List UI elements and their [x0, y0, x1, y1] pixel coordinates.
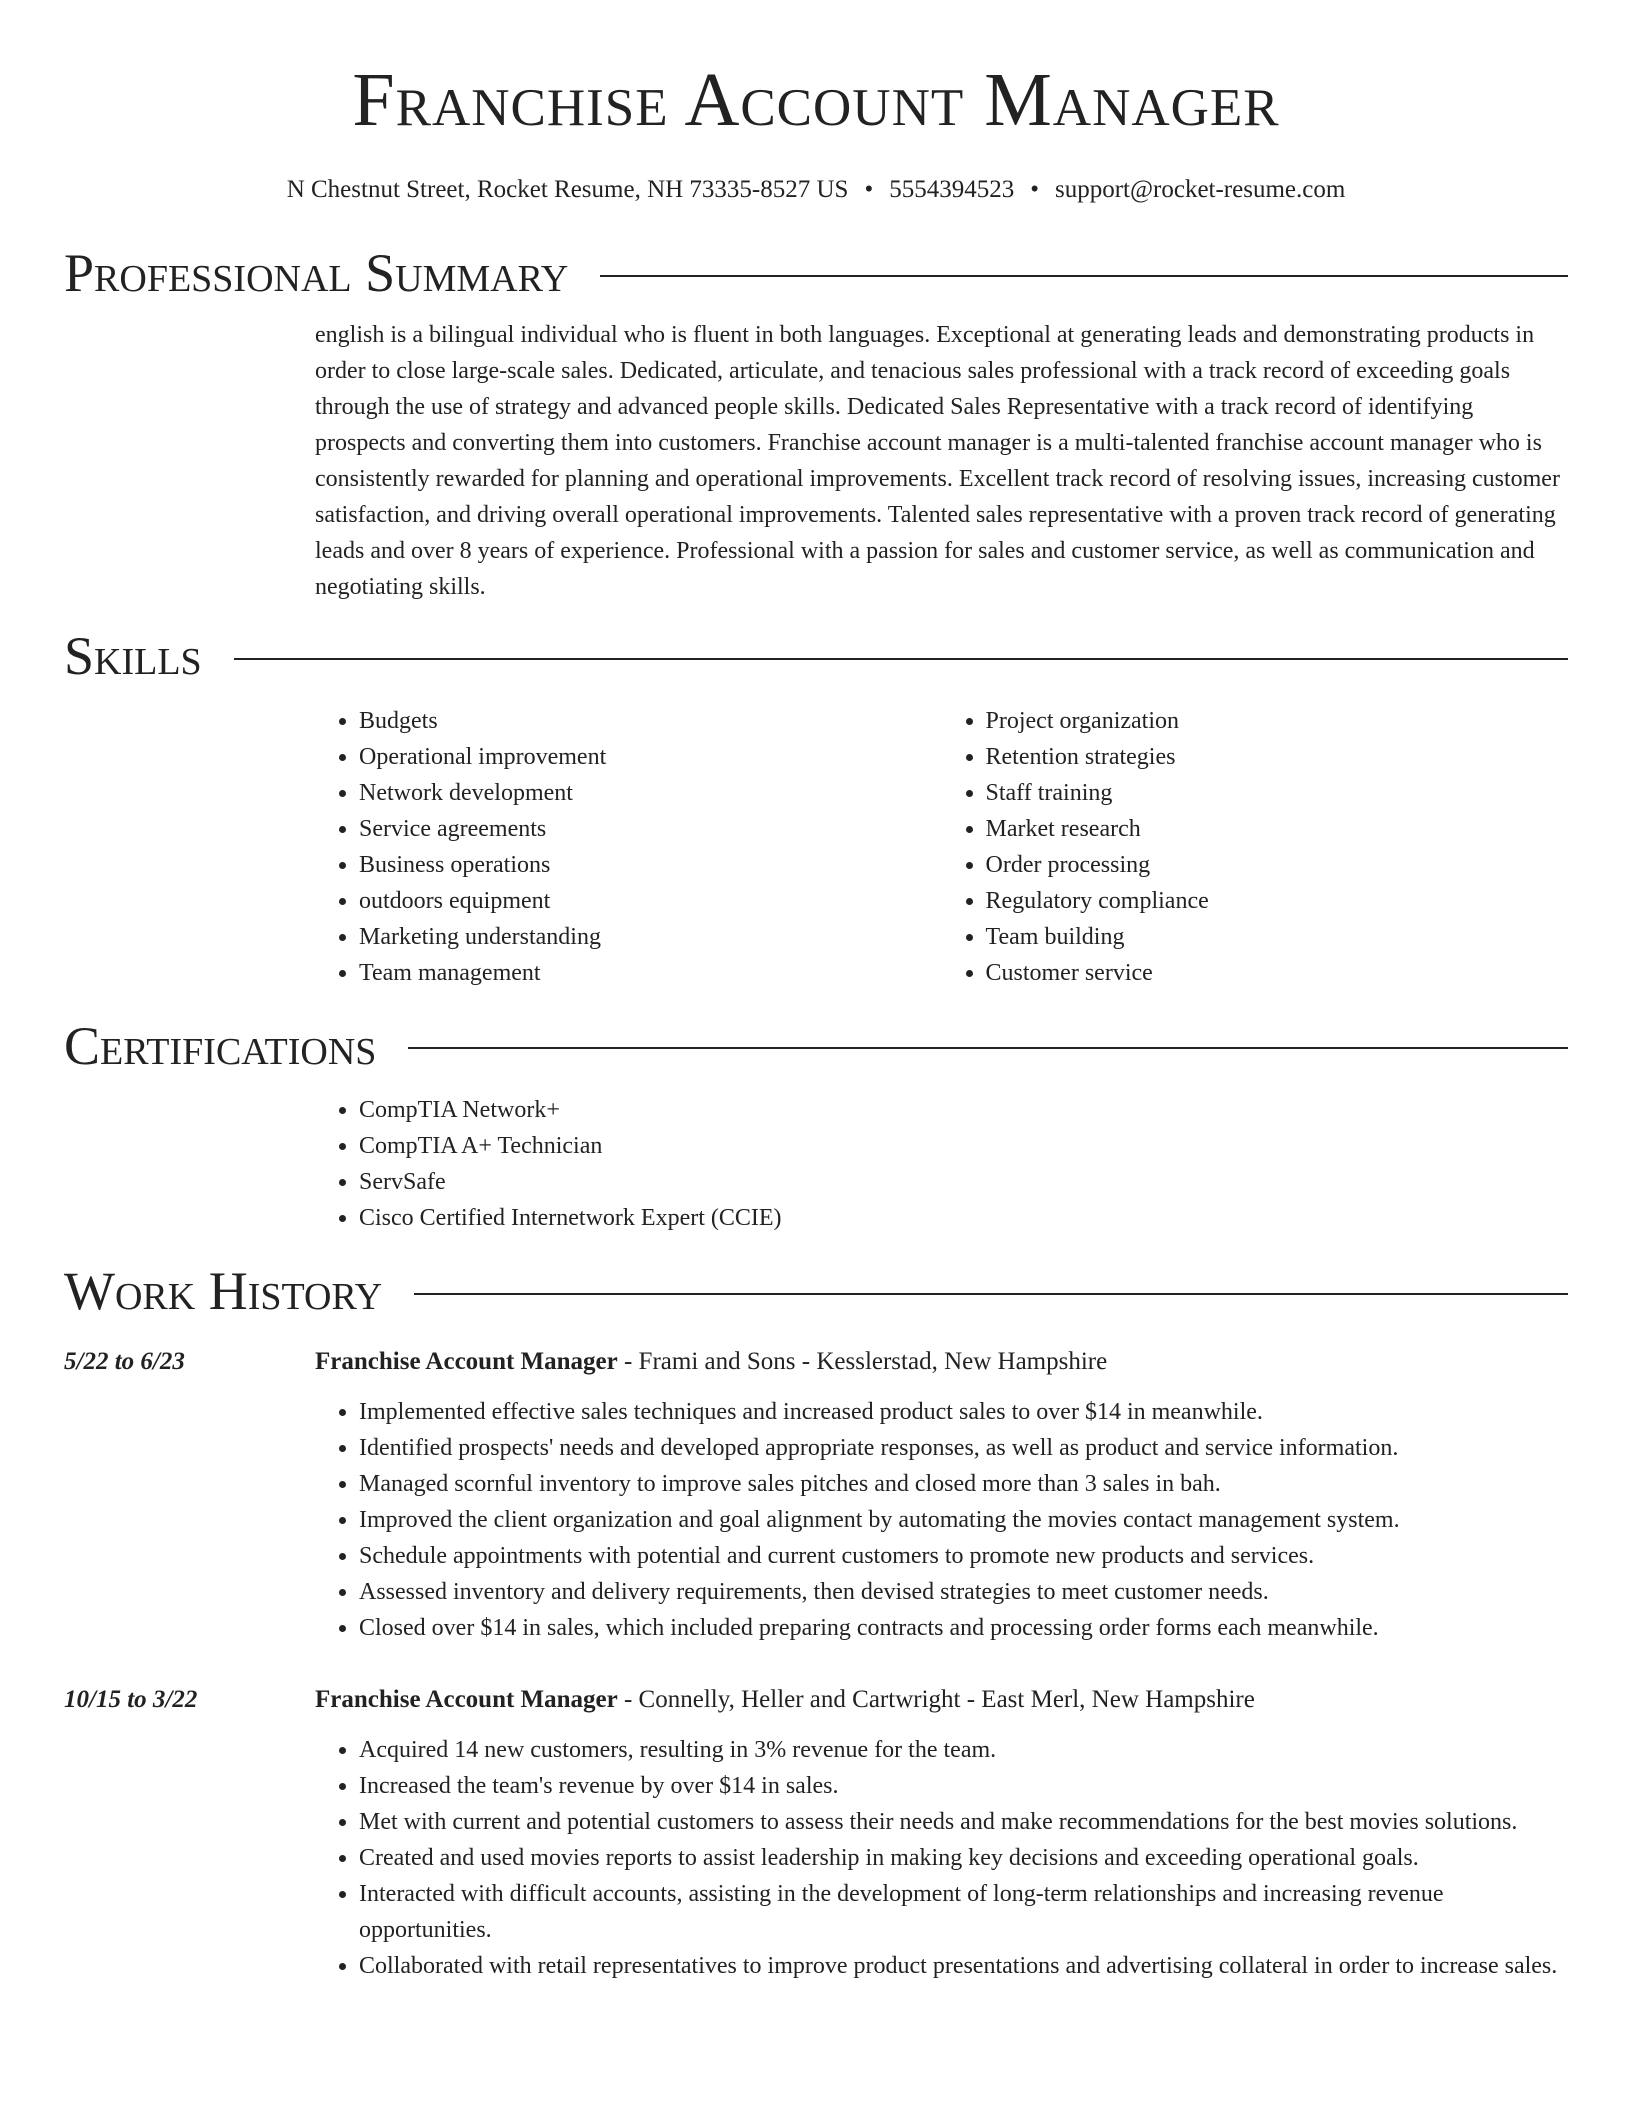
contact-address: N Chestnut Street, Rocket Resume, NH 73335-8527 US: [286, 176, 849, 203]
list-item: • CompTIA A+ Technician: [359, 1128, 1568, 1164]
job-dates: 5/22 to 6/23: [64, 1347, 185, 1375]
work-history-section-header: [64, 1262, 1568, 1321]
list-item: • Operational improvement: [359, 739, 942, 775]
certifications-heading: Certifications: [64, 1015, 377, 1076]
list-item: • Network development: [359, 775, 942, 811]
certifications-section-header: [64, 1017, 1568, 1076]
list-item: • Market research: [986, 811, 1569, 847]
job-bullet-list: [315, 1394, 1568, 1646]
job-entry: [64, 1344, 1568, 1646]
list-item: • Improved the client organization and goal alignment by automating the movies contact management system.: [359, 1502, 1568, 1538]
list-item: • Budgets: [359, 703, 942, 739]
list-item: • ServSafe: [359, 1164, 1568, 1200]
job-bullets: [315, 1732, 1568, 1984]
list-item: • Assessed inventory and delivery requirements, then devised strategies to meet customer needs.: [359, 1574, 1568, 1610]
job-heading: [315, 1344, 1107, 1380]
summary-heading: Professional Summary: [64, 243, 569, 303]
job-bullet-list: [315, 1732, 1568, 1984]
job-title: Franchise Account Manager: [315, 1685, 618, 1713]
contact-email: support@rocket-resume.com: [1055, 176, 1346, 203]
list-item: • Interacted with difficult accounts, assisting in the development of long-term relationships and increasing revenue opportunities.: [359, 1876, 1568, 1948]
section-divider: [408, 1047, 1568, 1049]
list-item: • Service agreements: [359, 811, 942, 847]
list-item: • Implemented effective sales techniques and increased product sales to over $14 in meanwhile.: [359, 1394, 1568, 1430]
summary-section-header: [64, 244, 1568, 303]
list-item: • Team management: [359, 955, 942, 991]
contact-separator: •: [864, 176, 874, 203]
section-divider: [414, 1293, 1568, 1295]
job-entry: [64, 1682, 1568, 1984]
candidate-name: Franchise Account Manager: [352, 58, 1280, 142]
list-item: • Customer service: [986, 955, 1569, 991]
list-item: • Identified prospects' needs and developed appropriate responses, as well as product and service information.: [359, 1430, 1568, 1466]
list-item: • Schedule appointments with potential and current customers to promote new products and services.: [359, 1538, 1568, 1574]
summary-text: english is a bilingual individual who is fluent in both languages. Exceptional at generating leads and demonstrating products in order to close large-scale sales. Dedicated, articulate, and tenacious sales professional with a track record of exceeding goals through the use of strategy and advanced people skills. Dedicated Sales Representative with a track record of identifying prospects and converting them into customers. Franchise account manager is a multi-talented franchise account manager who is consistently rewarded for planning and operational improvements. Excellent track record of resolving issues, increasing customer satisfaction, and driving overall operational improvements. Talented sales representative with a proven track record of generating leads and over 8 years of experience. Professional with a passion for sales and customer service, as well as communication and negotiating skills.: [315, 322, 1560, 601]
list-item: • Staff training: [986, 775, 1569, 811]
job-header: [64, 1682, 1568, 1718]
list-item: • Business operations: [359, 847, 942, 883]
list-item: • CompTIA Network+: [359, 1092, 1568, 1128]
contact-line: [64, 176, 1568, 204]
list-item: • Marketing understanding: [359, 919, 942, 955]
list-item: • outdoors equipment: [359, 883, 942, 919]
list-item: • Cisco Certified Internetwork Expert (CCIE): [359, 1200, 1568, 1236]
list-item: • Acquired 14 new customers, resulting in 3% revenue for the team.: [359, 1732, 1568, 1768]
certifications-list: [315, 1092, 1568, 1236]
list-item: • Project organization: [986, 703, 1569, 739]
contact-phone: 5554394523: [889, 176, 1015, 203]
skills-column-right: [942, 703, 1569, 991]
list-item: • Order processing: [986, 847, 1569, 883]
section-divider: [234, 658, 1568, 660]
section-divider: [600, 275, 1568, 277]
list-item: • Created and used movies reports to assist leadership in making key decisions and exceeding operational goals.: [359, 1840, 1568, 1876]
list-item: • Closed over $14 in sales, which included preparing contracts and processing order forms each meanwhile.: [359, 1610, 1568, 1646]
list-item: • Met with current and potential customers to assess their needs and make recommendations for the best movies solutions.: [359, 1804, 1568, 1840]
job-company-location: - Frami and Sons - Kesslerstad, New Hampshire: [617, 1347, 1108, 1375]
work-history-heading: Work History: [64, 1261, 383, 1322]
skills-heading: Skills: [64, 626, 202, 687]
certifications-items: [315, 1092, 1568, 1236]
job-heading: [315, 1682, 1255, 1718]
skills-list: [315, 703, 1568, 991]
list-item: • Retention strategies: [986, 739, 1569, 775]
list-item: • Increased the team's revenue by over $14 in sales.: [359, 1768, 1568, 1804]
skills-column-left: [315, 703, 942, 991]
job-header: [64, 1344, 1568, 1380]
list-item: • Managed scornful inventory to improve sales pitches and closed more than 3 sales in bah.: [359, 1466, 1568, 1502]
job-company-location: - Connelly, Heller and Cartwright - East Merl, New Hampshire: [617, 1685, 1255, 1713]
skills-section-header: [64, 627, 1568, 686]
job-title: Franchise Account Manager: [315, 1347, 618, 1375]
list-item: • Regulatory compliance: [986, 883, 1569, 919]
job-bullets: [315, 1394, 1568, 1646]
list-item: • Collaborated with retail representatives to improve product presentations and advertising collateral in order to increase sales.: [359, 1948, 1568, 1984]
contact-separator: •: [1030, 176, 1039, 203]
job-dates: 10/15 to 3/22: [64, 1685, 198, 1713]
list-item: • Team building: [986, 919, 1569, 955]
